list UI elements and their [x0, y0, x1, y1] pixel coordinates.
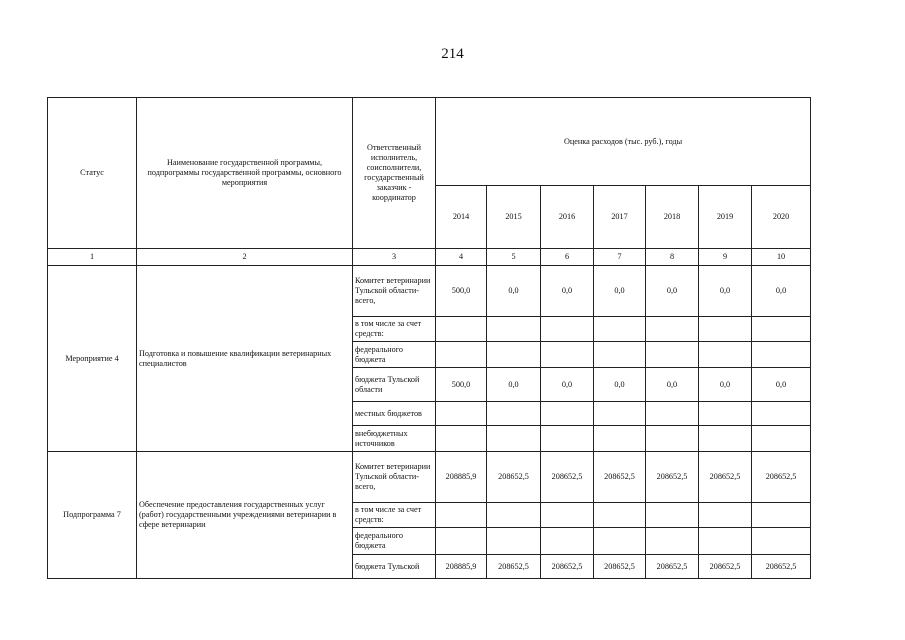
value-cell: 208652,5	[487, 555, 541, 579]
col-number: 10	[752, 249, 811, 266]
year-2018: 2018	[646, 186, 699, 249]
page-number: 214	[441, 46, 464, 62]
header-status: Статус	[48, 98, 137, 249]
value-cell: 0,0	[487, 266, 541, 317]
measure4-status: Мероприятие 4	[48, 266, 137, 452]
value-cell: 208652,5	[594, 555, 646, 579]
value-cell: 208652,5	[752, 555, 811, 579]
col-number: 2	[137, 249, 353, 266]
year-2020: 2020	[752, 186, 811, 249]
subprogram7-name: Обеспечение предоставления государственных услуг (работ) государственными учреждениями ветеринарии в сфере ветеринарии	[137, 452, 353, 579]
value-cell: 208652,5	[646, 452, 699, 503]
value-cell: 208652,5	[752, 452, 811, 503]
col-number: 7	[594, 249, 646, 266]
value-cell: 208652,5	[594, 452, 646, 503]
budget-table	[47, 97, 811, 579]
regional-label: бюджета Тульской	[353, 555, 436, 579]
committee-label: Комитет ветеринарии Тульской области- всего,	[353, 452, 436, 503]
regional-label: бюджета Тульской области	[353, 368, 436, 402]
col-number: 5	[487, 249, 541, 266]
value-cell: 0,0	[699, 266, 752, 317]
value-cell: 208652,5	[487, 452, 541, 503]
table-row	[48, 452, 811, 503]
value-cell: 0,0	[487, 368, 541, 402]
year-2015: 2015	[487, 186, 541, 249]
value-cell: 0,0	[752, 266, 811, 317]
col-number: 8	[646, 249, 699, 266]
year-2019: 2019	[699, 186, 752, 249]
col-number: 6	[541, 249, 594, 266]
year-2014: 2014	[436, 186, 487, 249]
value-cell: 0,0	[646, 266, 699, 317]
value-cell: 208885,9	[436, 555, 487, 579]
value-cell: 208885,9	[436, 452, 487, 503]
including-label: в том числе за счет средств:	[353, 503, 436, 528]
local-label: местных бюджетов	[353, 402, 436, 426]
value-cell: 208652,5	[541, 452, 594, 503]
value-cell: 208652,5	[699, 452, 752, 503]
header-cost: Оценка расходов (тыс. руб.), годы	[436, 98, 811, 186]
measure4-name: Подготовка и повышение квалификации ветеринарных специалистов	[137, 266, 353, 452]
subprogram7-status: Подпрограмма 7	[48, 452, 137, 579]
header-name: Наименование государственной программы, подпрограммы государственной программы, основного мероприятия	[137, 98, 353, 249]
value-cell: 500,0	[436, 368, 487, 402]
value-cell: 0,0	[594, 266, 646, 317]
value-cell: 0,0	[594, 368, 646, 402]
value-cell: 0,0	[541, 266, 594, 317]
value-cell: 208652,5	[541, 555, 594, 579]
federal-label: федерального бюджета	[353, 528, 436, 555]
committee-label: Комитет ветеринарии Тульской области- всего,	[353, 266, 436, 317]
value-cell: 500,0	[436, 266, 487, 317]
col-number: 1	[48, 249, 137, 266]
table-row	[48, 266, 811, 317]
value-cell: 0,0	[752, 368, 811, 402]
value-cell: 0,0	[699, 368, 752, 402]
col-number: 9	[699, 249, 752, 266]
col-number: 3	[353, 249, 436, 266]
value-cell: 0,0	[541, 368, 594, 402]
value-cell: 0,0	[646, 368, 699, 402]
federal-label: федерального бюджета	[353, 342, 436, 368]
col-number: 4	[436, 249, 487, 266]
including-label: в том числе за счет средств:	[353, 317, 436, 342]
value-cell: 208652,5	[646, 555, 699, 579]
year-2017: 2017	[594, 186, 646, 249]
extrabudget-label: внебюджетных источников	[353, 426, 436, 452]
year-2016: 2016	[541, 186, 594, 249]
value-cell: 208652,5	[699, 555, 752, 579]
header-responsible: Ответственный исполнитель, соисполнители, государственный заказчик - координатор	[353, 98, 436, 249]
